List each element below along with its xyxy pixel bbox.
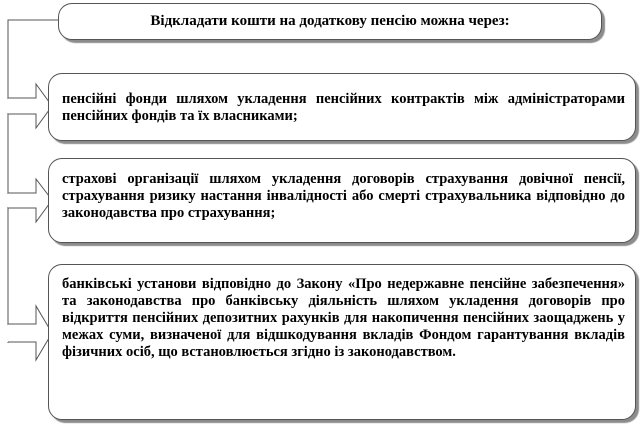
item-text-insurance: страхові організації шляхом укладення договорів страхування довічної пенсії, страхування ризику настання інвалідності або смерті страхувальника відповідно до законодавства про страхування; (62, 171, 625, 221)
arrow-to-item-3 (8, 306, 52, 360)
item-box-banks (48, 264, 636, 420)
item-box-insurance (48, 158, 636, 243)
arrow-to-item-1 (8, 84, 52, 128)
item-box-pension-funds (48, 73, 636, 141)
item-text-banks: банківські установи відповідно до Закону «Про недержавне пенсійне забезпечення» та законодавства про банківську діяльність шляхом укладення договорів про відкриття пенсійних депозитних рахунків для накопичення пенсійних заощаджень у межах суми, визначеної для відшкодування вкладів Фондом гарантування вкладів фізичних осіб, що встановлюється згідно із законодавством. (62, 276, 625, 360)
diagram-title: Відкладати кошти на додаткову пенсію можна через: (150, 13, 510, 29)
item-text-pension-funds: пенсійні фонди шляхом укладення пенсійних контрактів між адміністраторами пенсійних фондів та їх власниками; (62, 91, 625, 124)
title-box (58, 3, 602, 40)
arrow-to-item-2 (8, 179, 52, 222)
